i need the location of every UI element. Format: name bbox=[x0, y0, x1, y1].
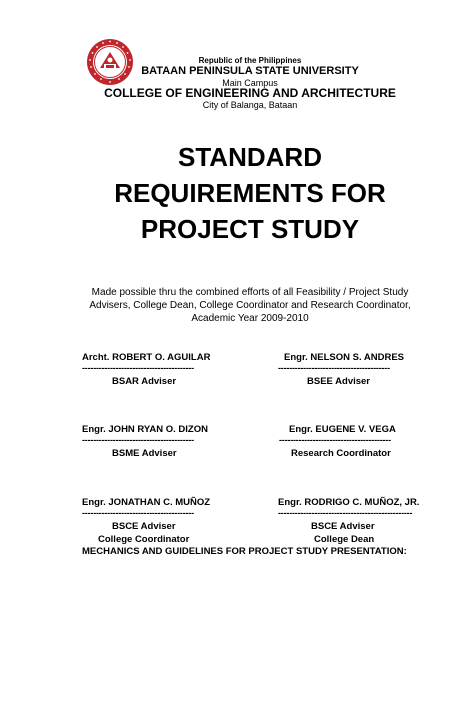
signatory-5-role: BSCE Adviser bbox=[112, 521, 176, 532]
university-name: BATAAN PENINSULA STATE UNIVERSITY bbox=[141, 65, 359, 77]
signatory-1-role: BSAR Adviser bbox=[112, 376, 177, 387]
city-line: City of Balanga, Bataan bbox=[202, 100, 298, 110]
college-name: COLLEGE OF ENGINEERING AND ARCHITECTURE bbox=[104, 86, 396, 100]
signatory-2-name: Engr. NELSON S. ANDRES bbox=[284, 352, 404, 363]
signatory-3-name: Engr. JOHN RYAN O. DIZON bbox=[82, 424, 208, 435]
signatory-6-role-2: College Dean bbox=[314, 534, 375, 545]
document-title-line-3: PROJECT STUDY bbox=[140, 214, 360, 244]
document-title-line-2: REQUIREMENTS FOR bbox=[114, 178, 386, 208]
republic-line: Republic of the Philippines bbox=[198, 56, 302, 65]
signatory-4-role: Research Coordinator bbox=[291, 448, 391, 459]
signatory-1-line: ---------------------------------------- bbox=[82, 363, 194, 373]
signatory-5-line: ---------------------------------------- bbox=[82, 508, 194, 518]
signatory-6-name: Engr. RODRIGO C. MUÑOZ, JR. bbox=[278, 497, 420, 508]
signatory-6-line: ------------------------------------------------ bbox=[278, 508, 413, 518]
signatory-5-name: Engr. JONATHAN C. MUÑOZ bbox=[82, 497, 211, 508]
intro-paragraph bbox=[80, 286, 420, 325]
signatory-4-line: ---------------------------------------- bbox=[279, 435, 391, 445]
campus-line: Main Campus bbox=[222, 78, 278, 88]
intro-line-2: Advisers, College Dean, College Coordinator and Research Coordinator, bbox=[89, 300, 411, 311]
intro-line-1: Made possible thru the combined efforts of all Feasibility / Project Study bbox=[91, 287, 409, 298]
signatory-3-line: ---------------------------------------- bbox=[82, 435, 194, 445]
signatory-6-role: BSCE Adviser bbox=[311, 521, 375, 532]
signatory-4-name: Engr. EUGENE V. VEGA bbox=[289, 424, 396, 435]
mechanics-heading: MECHANICS AND GUIDELINES FOR PROJECT STUDY PRESENTATION: bbox=[82, 546, 407, 557]
signatory-1-name: Archt. ROBERT O. AGUILAR bbox=[82, 352, 211, 363]
signatory-3-role: BSME Adviser bbox=[112, 448, 177, 459]
signatory-2-line: ---------------------------------------- bbox=[278, 363, 390, 373]
signatory-2-role: BSEE Adviser bbox=[307, 376, 371, 387]
signatory-5-role-2: College Coordinator bbox=[98, 534, 190, 545]
document-title-line-1: STANDARD bbox=[178, 142, 322, 172]
intro-line-3: Academic Year 2009-2010 bbox=[191, 313, 309, 324]
